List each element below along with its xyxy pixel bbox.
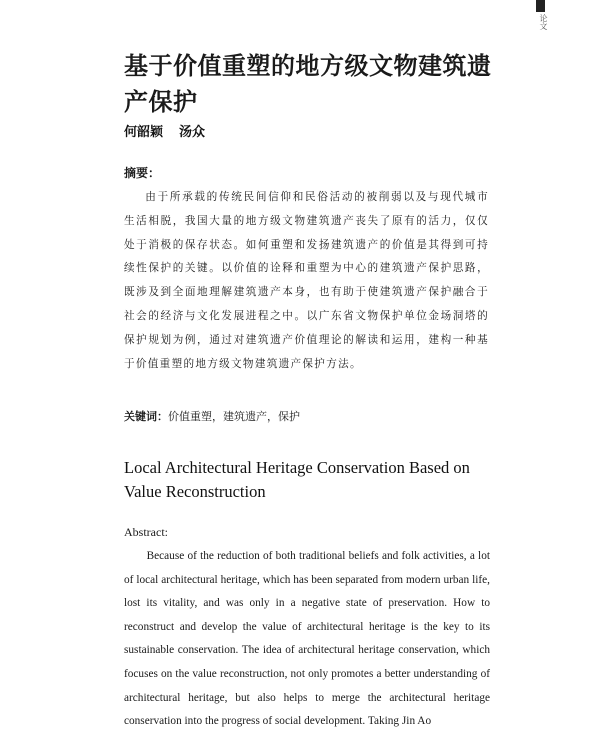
abstract-text-en: Because of the reduction of both traditional beliefs and folk activities, a lot of local architectural heritage, which has been separated from modern urban life, lost its vitality, and was only in a negative state of preservation. How to reconstruct and develop the value of architectural heritage is the key to its sustainable conservation. The idea of architectural heritage conservation, which focuses on the value reconstruction, not only promotes a better understanding of architectural heritage, but also helps to merge the architectural heritage conservation into the progress of social development. Taking Jin Ao xyxy=(124,550,490,728)
abstract-label-cn: 摘要： xyxy=(124,166,161,180)
authors xyxy=(124,121,205,140)
section-label: 论文 xyxy=(539,14,548,30)
article-title-en: Local Architectural Heritage Conservation Based on Value Reconstruction xyxy=(124,458,470,501)
keywords-cn xyxy=(124,408,300,424)
abstract-label-en: Abstract: xyxy=(124,525,168,539)
corner-mark xyxy=(536,0,545,12)
article-title-cn: 基于价值重塑的地方级文物建筑遗产保护 xyxy=(124,52,492,116)
abstract-text-cn: 由于所承载的传统民间信仰和民俗活动的被削弱以及与现代城市生活相脱，我国大量的地方级文物建筑遗产丧失了原有的活力，仅仅处于消极的保存状态。如何重塑和发扬建筑遗产的价值是其得到可持续性保护的关键。以价值的诠释和重塑为中心的建筑遗产保护思路，既涉及到全面地理解建筑遗产本身，也有助于使建筑遗产保护融合于社会的经济与文化发展进程之中。以广东省文物保护单位金场洞塔的保护规划为例，通过对建筑遗产价值理论的解读和运用，建构一种基于价值重塑的地方级文物建筑遗产保护方法。 xyxy=(124,191,489,370)
author-name: 何韶颖 xyxy=(124,125,164,140)
keywords-text-cn: 价值重塑，建筑遗产，保护 xyxy=(168,410,300,423)
keywords-label-cn: 关键词： xyxy=(124,410,168,423)
author-name: 汤众 xyxy=(179,125,206,140)
